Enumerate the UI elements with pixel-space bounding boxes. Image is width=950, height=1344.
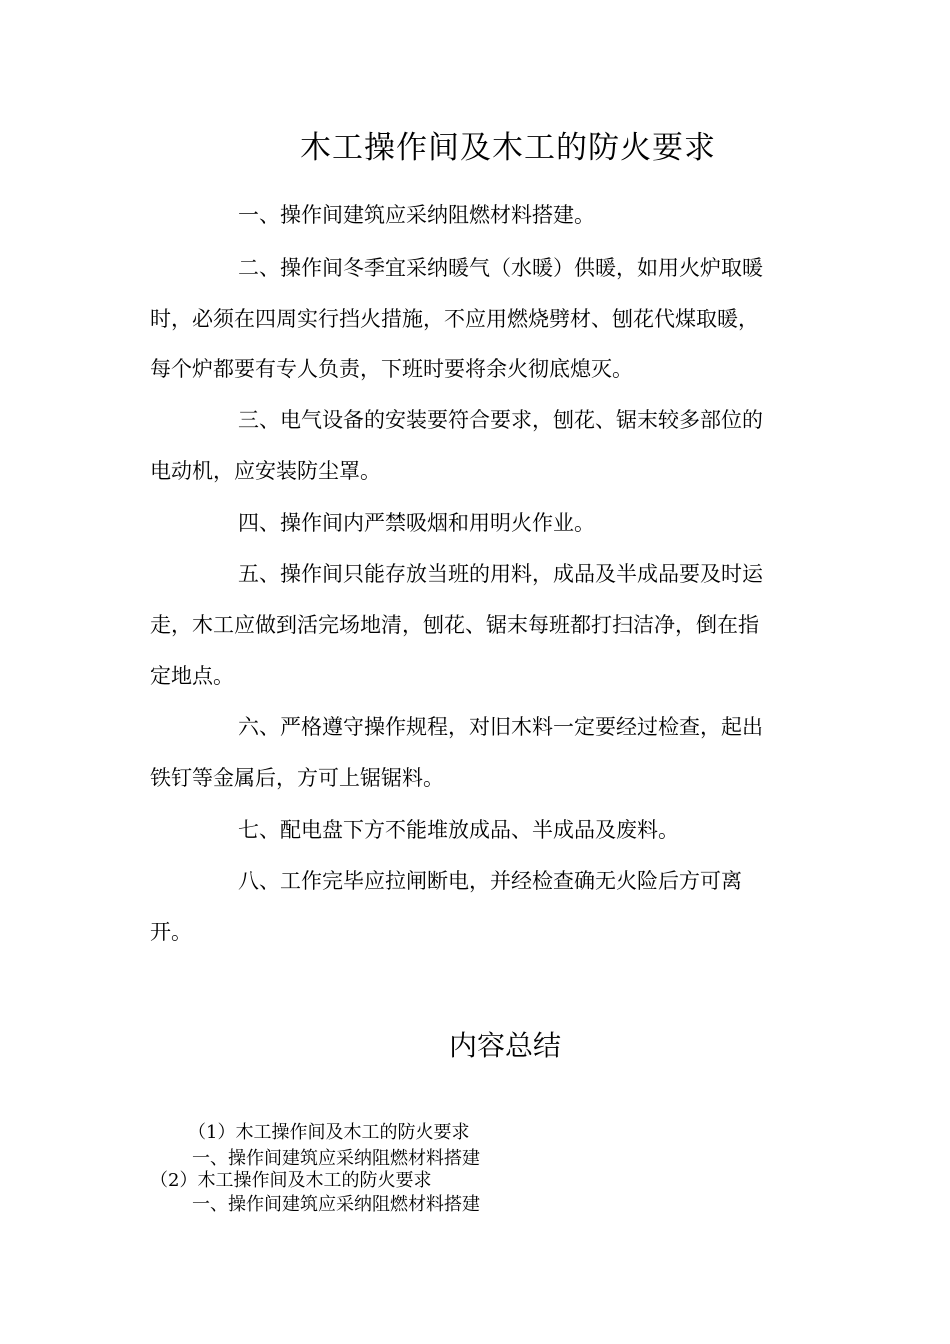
paragraph-line: 电动机，应安装防尘罩。 — [150, 459, 381, 483]
paragraph-line: 开。 — [150, 920, 192, 944]
paragraph-line: 六、严格遵守操作规程，对旧木料一定要经过检查，起出 — [238, 715, 763, 739]
summary-line: （2）木工操作间及木工的防火要求 — [150, 1170, 432, 1191]
paragraph-line: 一、操作间建筑应采纳阻燃材料搭建。 — [238, 203, 595, 227]
paragraph-line: 四、操作间内严禁吸烟和用明火作业。 — [238, 511, 595, 535]
paragraph-line: 铁钉等金属后，方可上锯锯料。 — [150, 766, 444, 790]
paragraph-line: 定地点。 — [150, 664, 234, 688]
summary-line: 一、操作间建筑应采纳阻燃材料搭建 — [192, 1194, 480, 1215]
paragraph-line: 七、配电盘下方不能堆放成品、半成品及废料。 — [238, 818, 679, 842]
document-title: 木工操作间及木工的防火要求 — [300, 130, 716, 166]
paragraph-line: 时，必须在四周实行挡火措施，不应用燃烧劈材、刨花代煤取暖， — [150, 307, 759, 331]
paragraph-line: 走，木工应做到活完场地清，刨花、锯末每班都打扫洁净，倒在指 — [150, 613, 759, 637]
paragraph-line: 二、操作间冬季宜采纳暖气（水暖）供暖，如用火炉取暖 — [238, 256, 763, 280]
paragraph-line: 三、电气设备的安装要符合要求，刨花、锯末较多部位的 — [238, 408, 763, 432]
summary-title: 内容总结 — [448, 1029, 561, 1062]
paragraph-line: 每个炉都要有专人负责，下班时要将余火彻底熄灭。 — [150, 357, 633, 381]
paragraph-line: 五、操作间只能存放当班的用料，成品及半成品要及时运 — [238, 562, 763, 586]
summary-line: 一、操作间建筑应采纳阻燃材料搭建 — [192, 1148, 480, 1169]
paragraph-line: 八、工作完毕应拉闸断电，并经检查确无火险后方可离 — [238, 869, 742, 893]
summary-line: （1）木工操作间及木工的防火要求 — [188, 1122, 470, 1143]
